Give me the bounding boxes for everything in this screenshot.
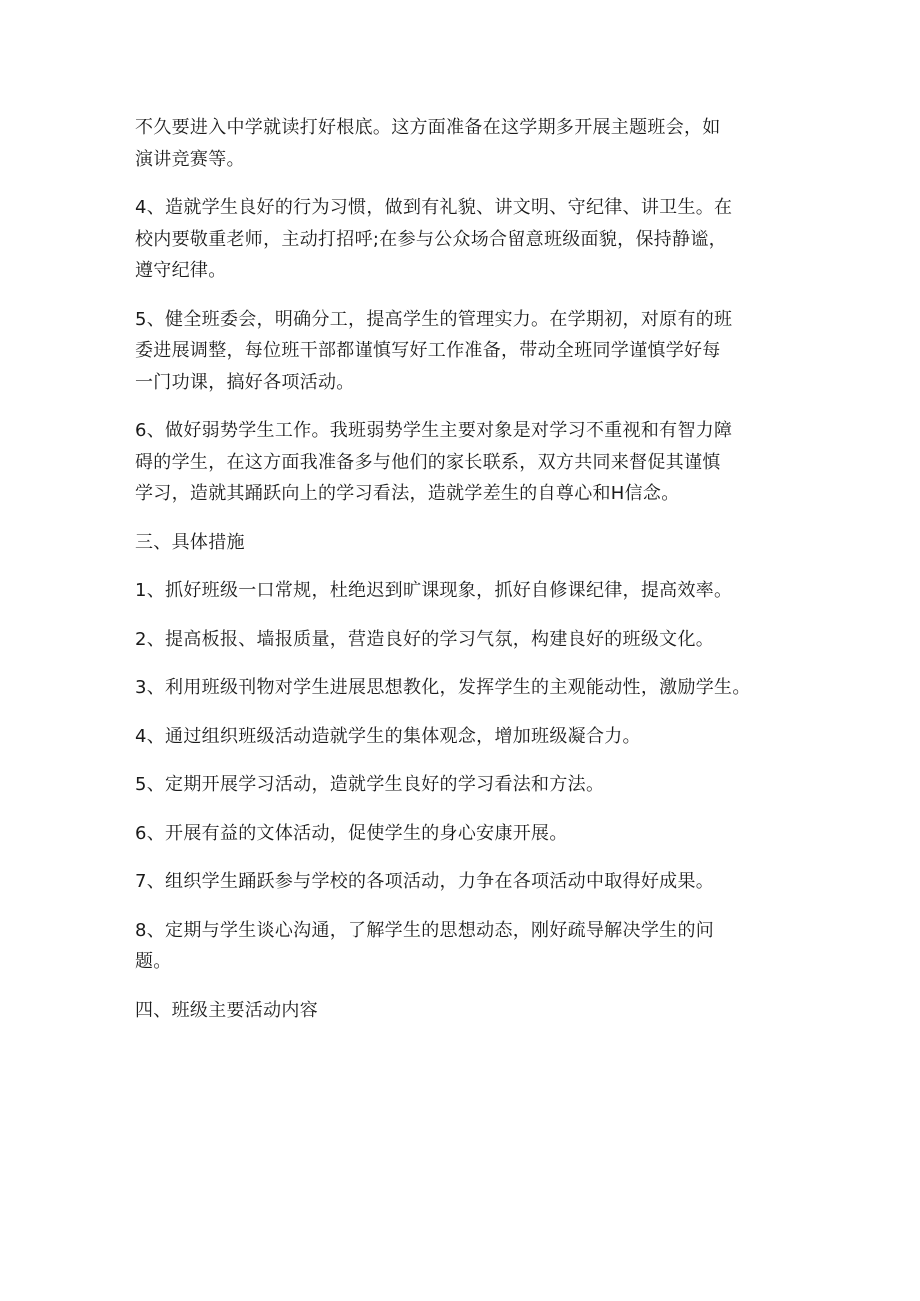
text-line: 6、做好弱势学生工作。我班弱势学生主要对象是对学习不重视和有智力障	[135, 420, 733, 441]
text-line: 7、组织学生踊跃参与学校的各项活动，力争在各项活动中取得好成果。	[135, 871, 715, 892]
measure-item-1	[135, 575, 795, 607]
measure-item-5	[135, 769, 795, 801]
measure-item-7	[135, 866, 795, 898]
text-line: 不久要进入中学就读打好根底。这方面准备在这学期多开展主题班会，如	[135, 117, 721, 138]
heading-text: 三、具体措施	[135, 531, 245, 553]
paragraph-item-6	[135, 415, 795, 510]
section-heading-activities	[135, 995, 795, 1027]
text-line: 2、提高板报、墙报质量，营造良好的学习气氛，构建良好的班级文化。	[135, 628, 715, 650]
text-line: 4、通过组织班级活动造就学生的集体观念，增加班级凝合力。	[135, 725, 641, 747]
text-line: 4、造就学生良好的行为习惯，做到有礼貌、讲文明、守纪律、讲卫生。在	[135, 197, 733, 218]
text-line: 5、健全班委会，明确分工，提高学生的管理实力。在学期初，对原有的班	[135, 308, 733, 330]
text-line: 3、利用班级刊物对学生进展思想教化，发挥学生的主观能动性，激励学生。	[135, 677, 751, 698]
measure-item-4	[135, 721, 795, 753]
text-line: 委进展调整，每位班干部都谨慎写好工作准备，带动全班同学谨慎学好每	[135, 340, 721, 361]
section-heading-measures	[135, 527, 795, 559]
text-line: 题。	[135, 951, 172, 972]
text-line: 演讲竞赛等。	[135, 148, 245, 170]
measure-item-8	[135, 915, 795, 978]
text-line: 6、开展有益的文体活动，促使学生的身心安康开展。	[135, 822, 568, 844]
text-line: 碍的学生，在这方面我准备多与他们的家长联系，双方共同来督促其谨慎	[135, 451, 721, 473]
text-line: 1、抓好班级一口常规，杜绝迟到旷课现象，抓好自修课纪律，提高效率。	[135, 580, 733, 601]
heading-text: 四、班级主要活动内容	[135, 999, 318, 1021]
paragraph-item-4	[135, 192, 795, 287]
text-line: 学习，造就其踊跃向上的学习看法，造就学差生的自尊心和H信念。	[135, 483, 680, 504]
document-page	[135, 112, 795, 1043]
text-line: 校内要敬重老师，主动打招呼;在参与公众场合留意班级面貌，保持静谧，	[135, 228, 727, 250]
text-line: 遵守纪律。	[135, 260, 227, 281]
paragraph-item-5	[135, 304, 795, 399]
text-line: 5、定期开展学习活动，造就学生良好的学习看法和方法。	[135, 774, 605, 795]
measure-item-2	[135, 624, 795, 656]
text-line: 8、定期与学生谈心沟通，了解学生的思想动态，刚好疏导解决学生的问	[135, 919, 715, 941]
paragraph-continued-intro	[135, 112, 795, 175]
measure-item-3	[135, 672, 795, 704]
measure-item-6	[135, 818, 795, 850]
text-line: 一门功课，搞好各项活动。	[135, 371, 355, 393]
